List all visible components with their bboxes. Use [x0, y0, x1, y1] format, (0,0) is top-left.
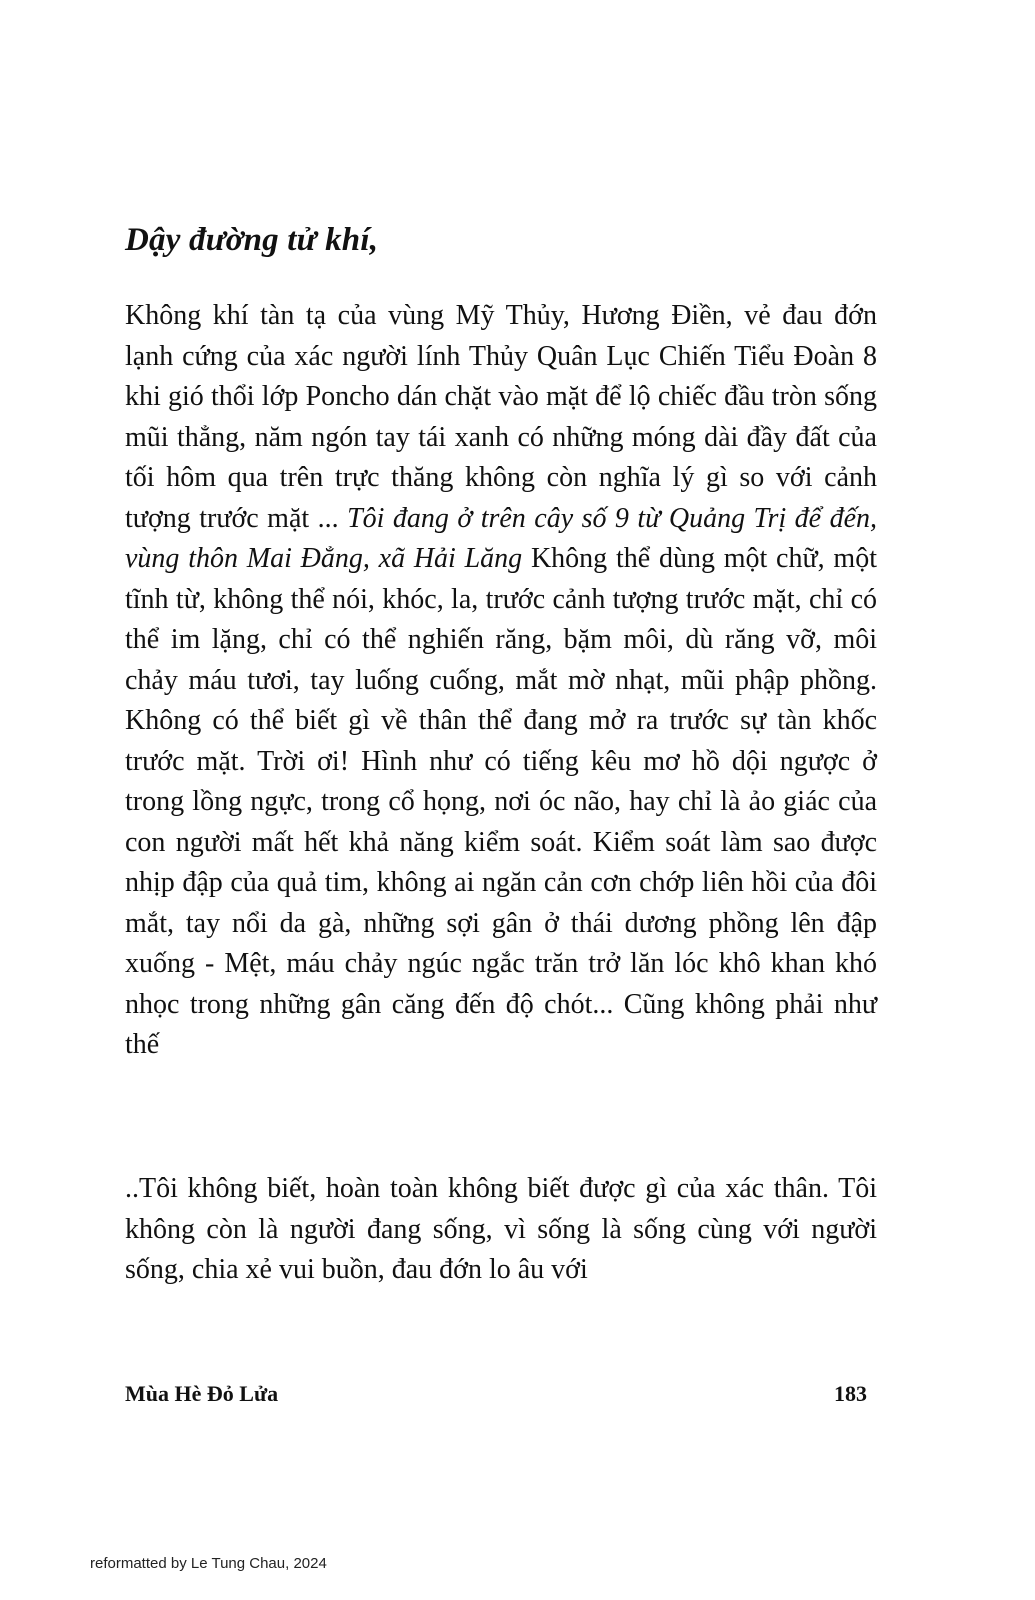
paragraph-2: ..Tôi không biết, hoàn toàn không biết được gì của xác thân. Tôi không còn là người đang sống, vì sống là sống cùng với người sống, chia xẻ vui buồn, đau đớn lo âu với [125, 1173, 877, 1285]
paragraph-1-text-end: Không thể dùng một chữ, một tĩnh từ, không thể nói, khóc, la, trước cảnh tượng trước mặt, chỉ có thể im lặng, chỉ có thể nghiến răng, bặm môi, dù răng vỡ, môi chảy máu tươi, tay luống cuống, mắt mờ nhạt, mũi phập phồng. Không có thể biết gì về thân thể đang mở ra trước sự tàn khốc trước mặt. Trời ơi! Hình như có tiếng kêu mơ hồ dội ngược ở trong lồng ngực, trong cổ họng, nơi óc não, hay chỉ là ảo giác của con người mất hết khả năng kiểm soát. Kiểm soát làm sao được nhịp đập của quả tim, không ai ngăn cản cơn chớp liên hồi của đôi mắt, tay nổi da gà, những sợi gân ở thái dương phồng lên đập xuống - Mệt, máu chảy ngúc ngắc trăn trở lăn lóc khô khan khó nhọc trong những gân căng đến độ chót... Cũng không phải như thế [125, 543, 877, 1060]
page-number: 183 [834, 1381, 867, 1406]
paragraph-1 [125, 296, 877, 1066]
paragraph-1-italic-text: Tôi đang ở trên cây số 9 từ Quảng Trị để đến, vùng thôn Mai Đẳng, xã Hải Lăng [125, 502, 877, 574]
footer-book-title: Mùa Hè Đỏ Lửa [125, 1381, 279, 1406]
reformat-credit: reformatted by Le Tung Chau, 2024 [90, 1555, 327, 1572]
paragraph-1-text-start: Không khí tàn tạ của vùng Mỹ Thủy, Hương Điền, vẻ đau đớn lạnh cứng của xác người lính Thủy Quân Lục Chiến Tiểu Đoàn 8 khi gió thổi lớp Poncho dán chặt vào mặt để lộ chiếc đầu tròn sống mũi thẳng, năm ngón tay tái xanh có những móng dài đầy đất của tối hôm qua trên trực thăng không còn nghĩa lý gì so với cảnh tượng trước mặt ... [125, 300, 877, 534]
section-heading: Dậy đường tử khí, [125, 222, 379, 258]
